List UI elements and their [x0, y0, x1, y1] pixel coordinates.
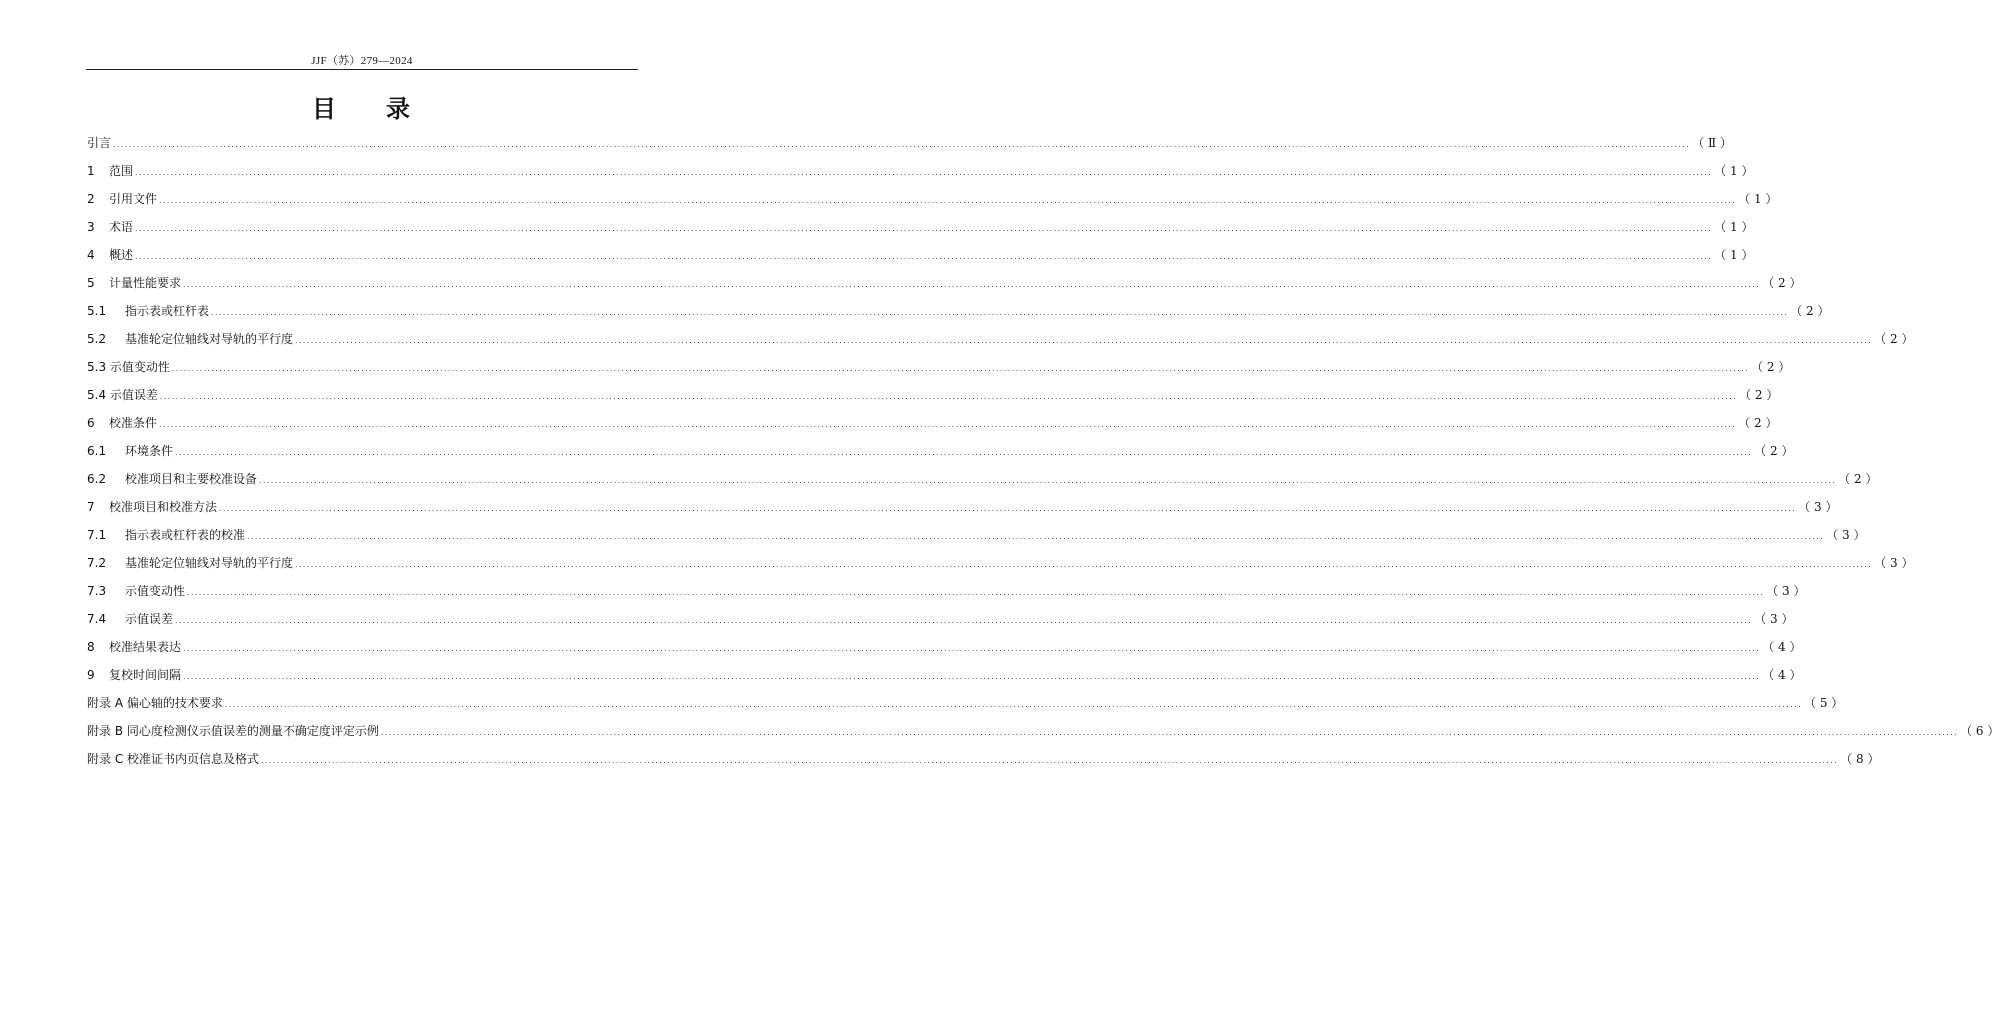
toc-entry-label — [87, 605, 173, 633]
toc-entry-title: 附录 B 同心度检测仪示值误差的测量不确定度评定示例 — [87, 724, 379, 738]
toc-entry[interactable] — [87, 157, 1754, 185]
toc-entry[interactable] — [87, 269, 1802, 297]
toc-entry-page: （ 8 ） — [1840, 752, 1880, 766]
toc-entry-page: （ 4 ） — [1762, 640, 1802, 654]
toc-dot-leader: ................................................................................................................................................................................................................................................................................................................................................................................................................ — [183, 280, 1761, 289]
toc-entry[interactable] — [87, 521, 1866, 549]
toc-dot-leader: ................................................................................................................................................................................................................................................................................................................................................................................................................ — [175, 448, 1753, 457]
toc-entry-title: 环境条件 — [125, 444, 174, 458]
toc-entry-page: （ 2 ） — [1754, 444, 1794, 458]
toc-entry-label — [87, 633, 181, 661]
toc-entry-number: 7 — [87, 500, 95, 514]
toc-dot-leader: ................................................................................................................................................................................................................................................................................................................................................................................................................ — [159, 196, 1737, 205]
toc-entry-label — [87, 325, 293, 353]
title-part-1: 目 — [312, 95, 338, 123]
toc-entry-title: 基准轮定位轴线对导轨的平行度 — [125, 556, 294, 570]
toc-entry-label — [87, 241, 133, 269]
toc-entry[interactable] — [87, 689, 1844, 717]
toc-dot-leader: ................................................................................................................................................................................................................................................................................................................................................................................................................ — [135, 168, 1713, 177]
toc-entry-label — [87, 493, 217, 521]
toc-entry-number: 3 — [87, 220, 95, 234]
toc-entry-page: （ 3 ） — [1766, 584, 1806, 598]
toc-dot-leader: ................................................................................................................................................................................................................................................................................................................................................................................................................ — [135, 224, 1713, 233]
toc-entry-label — [87, 353, 170, 381]
toc-entry-title: 校准结果表达 — [109, 640, 182, 654]
toc-entry[interactable] — [87, 297, 1830, 325]
toc-entry-title: 概述 — [109, 248, 134, 262]
toc-entry-number: 5.1 — [87, 304, 107, 318]
toc-dot-leader: ................................................................................................................................................................................................................................................................................................................................................................................................................ — [187, 588, 1765, 597]
toc-entry-page: （ 2 ） — [1838, 472, 1878, 486]
toc-entry-page: （ 3 ） — [1754, 612, 1794, 626]
toc-entry-number: 6.2 — [87, 472, 107, 486]
toc-entry[interactable] — [87, 185, 1778, 213]
toc-dot-leader: ................................................................................................................................................................................................................................................................................................................................................................................................................ — [183, 672, 1761, 681]
toc-entry-page: （ 2 ） — [1874, 332, 1914, 346]
toc-entry-title: 引用文件 — [109, 192, 158, 206]
toc-entry[interactable] — [87, 717, 1999, 745]
toc-entry-number: 9 — [87, 668, 95, 682]
toc-entry[interactable] — [87, 605, 1794, 633]
toc-dot-leader: ................................................................................................................................................................................................................................................................................................................................................................................................................ — [380, 728, 1959, 737]
toc-entry-label — [87, 185, 157, 213]
toc-dot-leader: ................................................................................................................................................................................................................................................................................................................................................................................................................ — [261, 756, 1839, 765]
toc-entry-title: 附录 C 校准证书内页信息及格式 — [87, 752, 260, 766]
toc-entry[interactable] — [87, 577, 1806, 605]
toc-entry-number: 7.1 — [87, 528, 107, 542]
toc-entry[interactable] — [87, 437, 1794, 465]
toc-entry-page: （ 2 ） — [1762, 276, 1802, 290]
toc-entry-title: 基准轮定位轴线对导轨的平行度 — [125, 332, 294, 346]
toc-dot-leader: ................................................................................................................................................................................................................................................................................................................................................................................................................ — [159, 392, 1738, 401]
toc-entry-number: 2 — [87, 192, 95, 206]
toc-dot-leader: ................................................................................................................................................................................................................................................................................................................................................................................................................ — [219, 504, 1797, 513]
toc-entry[interactable] — [87, 465, 1878, 493]
toc-dot-leader: ................................................................................................................................................................................................................................................................................................................................................................................................................ — [171, 364, 1750, 373]
toc-entry-label — [87, 521, 245, 549]
toc-entry-title: 示值变动性 — [125, 584, 186, 598]
toc-entry[interactable] — [87, 549, 1914, 577]
toc-entry-label — [87, 577, 185, 605]
toc-entry[interactable] — [87, 213, 1754, 241]
toc-entry-label — [87, 717, 379, 745]
toc-entry-number: 7.3 — [87, 584, 107, 598]
toc-entry-label — [87, 437, 173, 465]
toc-entry-page: （ 3 ） — [1798, 500, 1838, 514]
toc-entry-page: （ 2 ） — [1790, 304, 1830, 318]
title-part-2: 录 — [386, 95, 412, 123]
toc-entry-title: 校准项目和主要校准设备 — [125, 472, 258, 486]
toc-entry-title: 校准项目和校准方法 — [109, 500, 218, 514]
toc-entry-title: 5.4 示值误差 — [87, 388, 158, 402]
toc-entry-label — [87, 297, 209, 325]
toc-entry-title: 指示表或杠杆表的校准 — [125, 528, 246, 542]
toc-entry-number: 5.2 — [87, 332, 107, 346]
toc-entry-title: 复校时间间隔 — [109, 668, 182, 682]
toc-dot-leader: ................................................................................................................................................................................................................................................................................................................................................................................................................ — [224, 700, 1803, 709]
toc-entry-page: （ 2 ） — [1751, 360, 1791, 374]
table-of-contents — [87, 129, 1999, 773]
toc-entry-page: （ 6 ） — [1960, 724, 1999, 738]
toc-entry-label — [87, 157, 133, 185]
toc-entry-page: （ 1 ） — [1738, 192, 1778, 206]
toc-entry[interactable] — [87, 661, 1802, 689]
page-title — [0, 89, 724, 124]
toc-entry-page: （ 1 ） — [1714, 248, 1754, 262]
toc-entry-label — [87, 269, 181, 297]
toc-entry[interactable] — [87, 325, 1914, 353]
toc-entry-label — [87, 745, 259, 773]
toc-dot-leader: ................................................................................................................................................................................................................................................................................................................................................................................................................ — [135, 252, 1713, 261]
toc-entry-label — [87, 381, 158, 409]
toc-entry-title: 示值误差 — [125, 612, 174, 626]
toc-dot-leader: ................................................................................................................................................................................................................................................................................................................................................................................................................ — [175, 616, 1753, 625]
toc-entry-page: （ 2 ） — [1738, 416, 1778, 430]
toc-entry-page: （ Ⅱ ） — [1692, 136, 1732, 150]
toc-entry-number: 5 — [87, 276, 95, 290]
toc-entry[interactable] — [87, 745, 1880, 773]
toc-entry[interactable] — [87, 353, 1791, 381]
toc-entry-number: 6 — [87, 416, 95, 430]
toc-entry[interactable] — [87, 493, 1838, 521]
toc-entry-number: 1 — [87, 164, 95, 178]
toc-entry-label — [87, 409, 157, 437]
toc-entry-number: 6.1 — [87, 444, 107, 458]
toc-entry-label — [87, 465, 257, 493]
toc-entry-label — [87, 689, 223, 717]
toc-entry-number: 7.4 — [87, 612, 107, 626]
toc-entry-title: 术语 — [109, 220, 134, 234]
toc-dot-leader: ................................................................................................................................................................................................................................................................................................................................................................................................................ — [183, 644, 1761, 653]
toc-entry-title: 引言 — [87, 136, 112, 150]
toc-entry-label — [87, 549, 293, 577]
header-rule — [86, 69, 638, 70]
toc-dot-leader: ................................................................................................................................................................................................................................................................................................................................................................................................................ — [113, 140, 1691, 149]
toc-entry[interactable] — [87, 633, 1802, 661]
toc-entry-number: 7.2 — [87, 556, 107, 570]
toc-dot-leader: ................................................................................................................................................................................................................................................................................................................................................................................................................ — [259, 476, 1837, 485]
document-code-header: JJF（苏）279—2024 — [311, 55, 413, 67]
toc-entry-title: 范围 — [109, 164, 134, 178]
toc-entry-title: 指示表或杠杆表 — [125, 304, 210, 318]
toc-dot-leader: ................................................................................................................................................................................................................................................................................................................................................................................................................ — [159, 420, 1737, 429]
toc-entry-page: （ 3 ） — [1874, 556, 1914, 570]
toc-entry-number: 8 — [87, 640, 95, 654]
toc-entry[interactable] — [87, 129, 1732, 157]
toc-entry-page: （ 3 ） — [1826, 528, 1866, 542]
toc-entry-page: （ 4 ） — [1762, 668, 1802, 682]
toc-entry-label — [87, 129, 111, 157]
toc-entry-title: 附录 A 偏心轴的技术要求 — [87, 696, 223, 710]
toc-entry-page: （ 2 ） — [1739, 388, 1779, 402]
toc-dot-leader: ................................................................................................................................................................................................................................................................................................................................................................................................................ — [295, 336, 1873, 345]
toc-entry-label — [87, 661, 181, 689]
toc-entry-title: 5.3 示值变动性 — [87, 360, 170, 374]
toc-entry-page: （ 1 ） — [1714, 164, 1754, 178]
toc-entry-title: 计量性能要求 — [109, 276, 182, 290]
toc-entry-label — [87, 213, 133, 241]
toc-entry-title: 校准条件 — [109, 416, 158, 430]
toc-entry[interactable] — [87, 241, 1754, 269]
toc-dot-leader: ................................................................................................................................................................................................................................................................................................................................................................................................................ — [295, 560, 1873, 569]
toc-entry-page: （ 5 ） — [1804, 696, 1844, 710]
toc-entry-number: 4 — [87, 248, 95, 262]
toc-dot-leader: ................................................................................................................................................................................................................................................................................................................................................................................................................ — [211, 308, 1789, 317]
toc-entry[interactable] — [87, 381, 1779, 409]
toc-entry[interactable] — [87, 409, 1778, 437]
toc-entry-page: （ 1 ） — [1714, 220, 1754, 234]
toc-dot-leader: ................................................................................................................................................................................................................................................................................................................................................................................................................ — [247, 532, 1825, 541]
